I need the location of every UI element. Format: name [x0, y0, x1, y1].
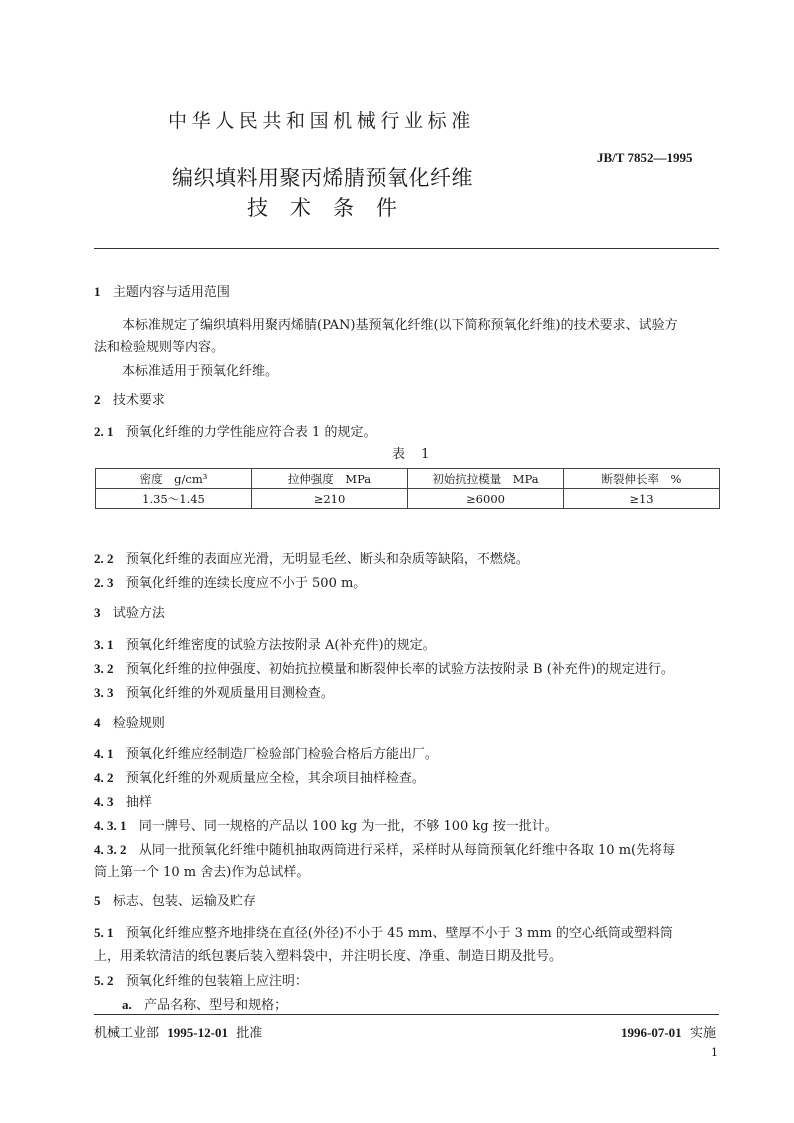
list-item — [122, 994, 287, 1013]
clause-number: 4. 3. 2 — [94, 842, 127, 857]
clause-text: 预氧化纤维的拉伸强度、初始抗拉模量和断裂伸长率的试验方法按附录 B (补充件)的规定进行。 — [125, 662, 674, 677]
clause-text: 预氧化纤维密度的试验方法按附录 A(补充件)的规定。 — [125, 638, 436, 653]
clause-text: 抽样 — [125, 795, 152, 810]
clause-5-1 — [94, 922, 673, 941]
section-title: 标志、包装、运输及贮存 — [112, 894, 256, 909]
footer-divider — [94, 1014, 719, 1015]
section-4-heading — [94, 712, 165, 731]
header-divider — [94, 248, 719, 249]
clause-text: 预氧化纤维的外观质量用目测检查。 — [125, 686, 334, 701]
document-subtitle: 技术条件 — [247, 196, 419, 220]
approval-date: 1995-12-01 — [167, 1025, 228, 1040]
approval-line — [94, 1022, 262, 1041]
list-item-text: 产品名称、型号和规格； — [144, 998, 288, 1013]
clause-number: 4. 2 — [94, 770, 114, 785]
clause-number: 5. 1 — [94, 925, 114, 940]
clause-4-3-2 — [94, 839, 675, 858]
paragraph-continued: 法和检验规则等内容。 — [94, 340, 225, 355]
page-number: 1 — [711, 1046, 718, 1059]
clause-text: 预氧化纤维的连续长度应不小于 500 m。 — [125, 576, 367, 591]
clause-number: 5. 2 — [94, 973, 114, 988]
paragraph-continued: 筒上第一个 10 m 舍去)作为总试样。 — [94, 865, 310, 880]
clause-3-3 — [94, 682, 334, 701]
clause-2-3 — [94, 572, 366, 591]
table-cell: ≥210 — [252, 489, 408, 509]
clause-number: 3. 2 — [94, 661, 114, 676]
clause-2-1 — [94, 421, 376, 440]
table-header-row — [96, 469, 720, 489]
header-org: 中华人民共和国机械行业标准 — [168, 110, 475, 132]
clause-number: 2. 2 — [94, 551, 114, 566]
clause-number: 4. 3. 1 — [94, 818, 127, 833]
clause-number: 2. 3 — [94, 575, 114, 590]
table-cell: ≥13 — [564, 489, 720, 509]
clause-5-2 — [94, 970, 308, 989]
table-cell: 1.35～1.45 — [96, 489, 252, 509]
clause-number: 4. 3 — [94, 794, 114, 809]
section-title: 技术要求 — [112, 393, 165, 408]
clause-text: 从同一批预氧化纤维中随机抽取两筒进行采样，采样时从每筒预氧化纤维中各取 10 m(先将每 — [138, 843, 676, 858]
section-title: 检验规则 — [112, 716, 165, 731]
clause-number: 3. 3 — [94, 685, 114, 700]
clause-text: 预氧化纤维的表面应光滑，无明显毛丝、断头和杂质等缺陷，不燃烧。 — [125, 552, 529, 567]
clause-text: 预氧化纤维应经制造厂检验部门检验合格后方能出厂。 — [125, 747, 438, 762]
clause-text: 预氧化纤维的力学性能应符合表 1 的规定。 — [125, 425, 377, 440]
section-title: 主题内容与适用范围 — [112, 285, 230, 300]
clause-4-3 — [94, 791, 152, 810]
implementation-text: 实施 — [689, 1026, 716, 1041]
section-2-heading — [94, 389, 165, 408]
clause-4-3-1 — [94, 815, 558, 834]
list-item-label: a. — [122, 997, 132, 1012]
table-header-cell: 断裂伸长率 % — [564, 469, 720, 489]
section-1-heading — [94, 281, 230, 300]
section-3-heading — [94, 602, 165, 621]
table-caption: 表 1 — [392, 447, 436, 462]
table-header-cell: 密度 g/cm³ — [96, 469, 252, 489]
document-title: 编织填料用聚丙烯腈预氧化纤维 — [172, 166, 473, 190]
implementation-date: 1996-07-01 — [621, 1025, 682, 1040]
clause-number: 3. 1 — [94, 637, 114, 652]
clause-text: 预氧化纤维的包装箱上应注明： — [125, 974, 308, 989]
clause-4-1 — [94, 743, 438, 762]
table-header-cell: 拉伸强度 MPa — [252, 469, 408, 489]
clause-number: 2. 1 — [94, 424, 114, 439]
section-number: 5 — [94, 893, 101, 908]
table-cell: ≥6000 — [408, 489, 564, 509]
issuer: 机械工业部 — [94, 1026, 160, 1041]
paragraph-continued: 上，用柔软清洁的纸包裹后装入塑料袋中，并注明长度、净重、制造日期及批号。 — [94, 949, 563, 964]
approval-text: 批准 — [236, 1026, 263, 1041]
section-number: 1 — [94, 284, 101, 299]
section-5-heading — [94, 890, 256, 909]
section-number: 3 — [94, 605, 101, 620]
clause-text: 预氧化纤维的外观质量应全检，其余项目抽样检查。 — [125, 771, 425, 786]
table-row — [96, 489, 720, 509]
clause-text: 预氧化纤维应整齐地排绕在直径(外径)不小于 45 mm、壁厚不小于 3 mm 的空心纸筒或塑料筒 — [125, 926, 673, 941]
clause-2-2 — [94, 548, 529, 567]
clause-3-1 — [94, 634, 436, 653]
implementation-line — [621, 1022, 716, 1041]
clause-3-2 — [94, 658, 674, 677]
clause-text: 同一牌号、同一规格的产品以 100 kg 为一批，不够 100 kg 按一批计。 — [138, 819, 558, 834]
clause-number: 4. 1 — [94, 746, 114, 761]
standard-number: JB/T 7852—1995 — [597, 150, 693, 165]
clause-4-2 — [94, 767, 425, 786]
section-number: 4 — [94, 715, 101, 730]
paragraph: 本标准规定了编织填料用聚丙烯腈(PAN)基预氧化纤维(以下简称预氧化纤维)的技术要求、试验方 — [122, 318, 678, 333]
table-header-cell: 初始抗拉模量 MPa — [408, 469, 564, 489]
section-title: 试验方法 — [112, 606, 165, 621]
table-1 — [95, 468, 720, 509]
paragraph: 本标准适用于预氧化纤维。 — [122, 364, 279, 379]
section-number: 2 — [94, 392, 101, 407]
